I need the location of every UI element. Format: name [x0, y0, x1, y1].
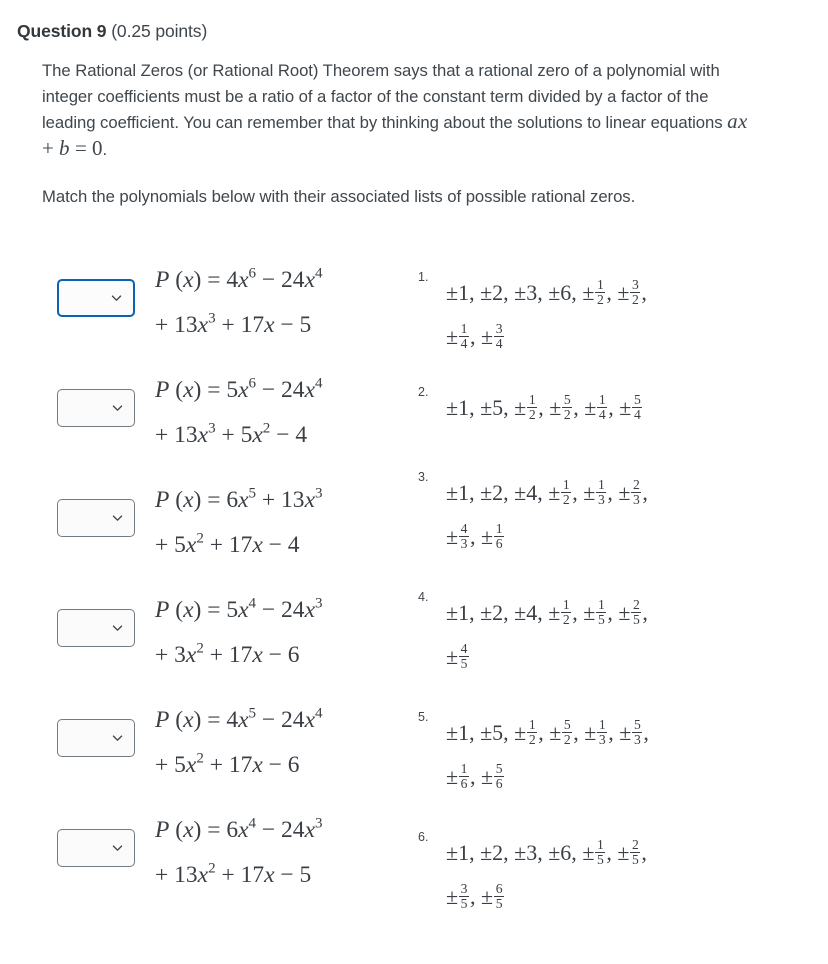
answer-zero-list: ±1, ±2, ±4, ± $\frac{1}{2}$ , ± $\frac{1}{3}$ , ± $\frac{2}{3}$ , ± $\frac{4}{3}$ , ± $\frac{1}{6}$: [446, 476, 648, 552]
polynomial-expression-2: P $(x) = 5x^6 - 24x^4$ + $13x^3 + 5x^2 - 4$: [155, 375, 323, 448]
prompt-text-1: The Rational Zeros (or Rational Root) Theorem says that a rational zero of a polynomial with integer coefficients must be a ratio of a factor of the constant term divided by a factor of the leading coefficient. You can remember that by thinking about the solutions to linear equations: [42, 61, 728, 132]
chevron-down-icon: [112, 733, 123, 744]
polynomial-column: [57, 258, 417, 918]
chevron-down-icon: [112, 513, 123, 524]
polynomial-expression-1: P $(x) = 4x^6 - 24x^4$ + $13x^3 + 17x - 5$: [155, 265, 323, 338]
polynomial-row: [57, 368, 417, 478]
answer-number: 2.: [418, 385, 429, 399]
polynomial-expression-5: P $(x) = 4x^5 - 24x^4$ + $5x^2 + 17x - 6$: [155, 705, 323, 778]
answer-number: 3.: [418, 470, 429, 484]
answer-select-1[interactable]: [57, 279, 135, 317]
question-header: [17, 20, 207, 42]
answer-zero-list: ±1, ±5, ± $\frac{1}{2}$ , ± $\frac{5}{2}$ , ± $\frac{1}{3}$ , ± $\frac{5}{3}$ , ± $\frac{1}{6}$ , ± $\frac{5}{6}$: [446, 716, 649, 792]
answer-select-3[interactable]: [57, 499, 135, 537]
chevron-down-icon: [112, 843, 123, 854]
math-b: b: [59, 135, 70, 160]
polynomial-expression-4: P $(x) = 5x^4 - 24x^3$ + $3x^2 + 17x - 6$: [155, 595, 323, 668]
answer-zero-list: ±1, ±5, ± $\frac{1}{2}$ , ± $\frac{5}{2}$ , ± $\frac{1}{4}$ , ± $\frac{5}{4}$: [446, 391, 641, 423]
answer-select-6[interactable]: [57, 829, 135, 867]
math-period: .: [102, 139, 108, 159]
chevron-down-icon: [111, 293, 122, 304]
prompt-body: [42, 58, 762, 210]
chevron-down-icon: [112, 403, 123, 414]
answer-number: 1.: [418, 270, 429, 284]
polynomial-row: [57, 478, 417, 588]
question-points: (0.25 points): [111, 21, 208, 41]
answer-select-5[interactable]: [57, 719, 135, 757]
prompt-paragraph-2: Match the polynomials below with their associated lists of possible rational zeros.: [42, 187, 636, 206]
math-ax: ax: [727, 109, 748, 133]
polynomial-row: [57, 588, 417, 698]
polynomial-row: [57, 258, 417, 368]
matching-area: [0, 258, 828, 964]
polynomial-expression-3: P $(x) = 6x^5 + 13x^3$ + $5x^2 + 17x - 4$: [155, 485, 323, 558]
chevron-down-icon: [112, 623, 123, 634]
polynomial-row: [57, 698, 417, 808]
answer-number: 5.: [418, 710, 429, 724]
answer-select-2[interactable]: [57, 389, 135, 427]
math-equals-zero: = 0: [69, 135, 103, 160]
answer-zero-list: ±1, ±2, ±3, ±6, ± $\frac{1}{2}$ , ± $\frac{3}{2}$ , ± $\frac{1}{4}$ , ± $\frac{3}{4}$: [446, 276, 647, 352]
polynomial-row: [57, 808, 417, 918]
answer-zero-list: ±1, ±2, ±3, ±6, ± $\frac{1}{5}$ , ± $\frac{2}{5}$ , ± $\frac{3}{5}$ , ± $\frac{6}{5}$: [446, 836, 647, 912]
answer-number: 4.: [418, 590, 429, 604]
prompt-paragraph-1: [42, 58, 762, 162]
answer-zero-list: ±1, ±2, ±4, ± $\frac{1}{2}$ , ± $\frac{1}{5}$ , ± $\frac{2}{5}$ , ± $\frac{4}{5}$: [446, 596, 648, 672]
answer-select-4[interactable]: [57, 609, 135, 647]
polynomial-expression-6: P $(x) = 6x^4 - 24x^3$ + $13x^2 + 17x - 5$: [155, 815, 323, 888]
math-plus: +: [42, 135, 59, 160]
answer-number: 6.: [418, 830, 429, 844]
question-label: Question 9: [17, 21, 107, 41]
